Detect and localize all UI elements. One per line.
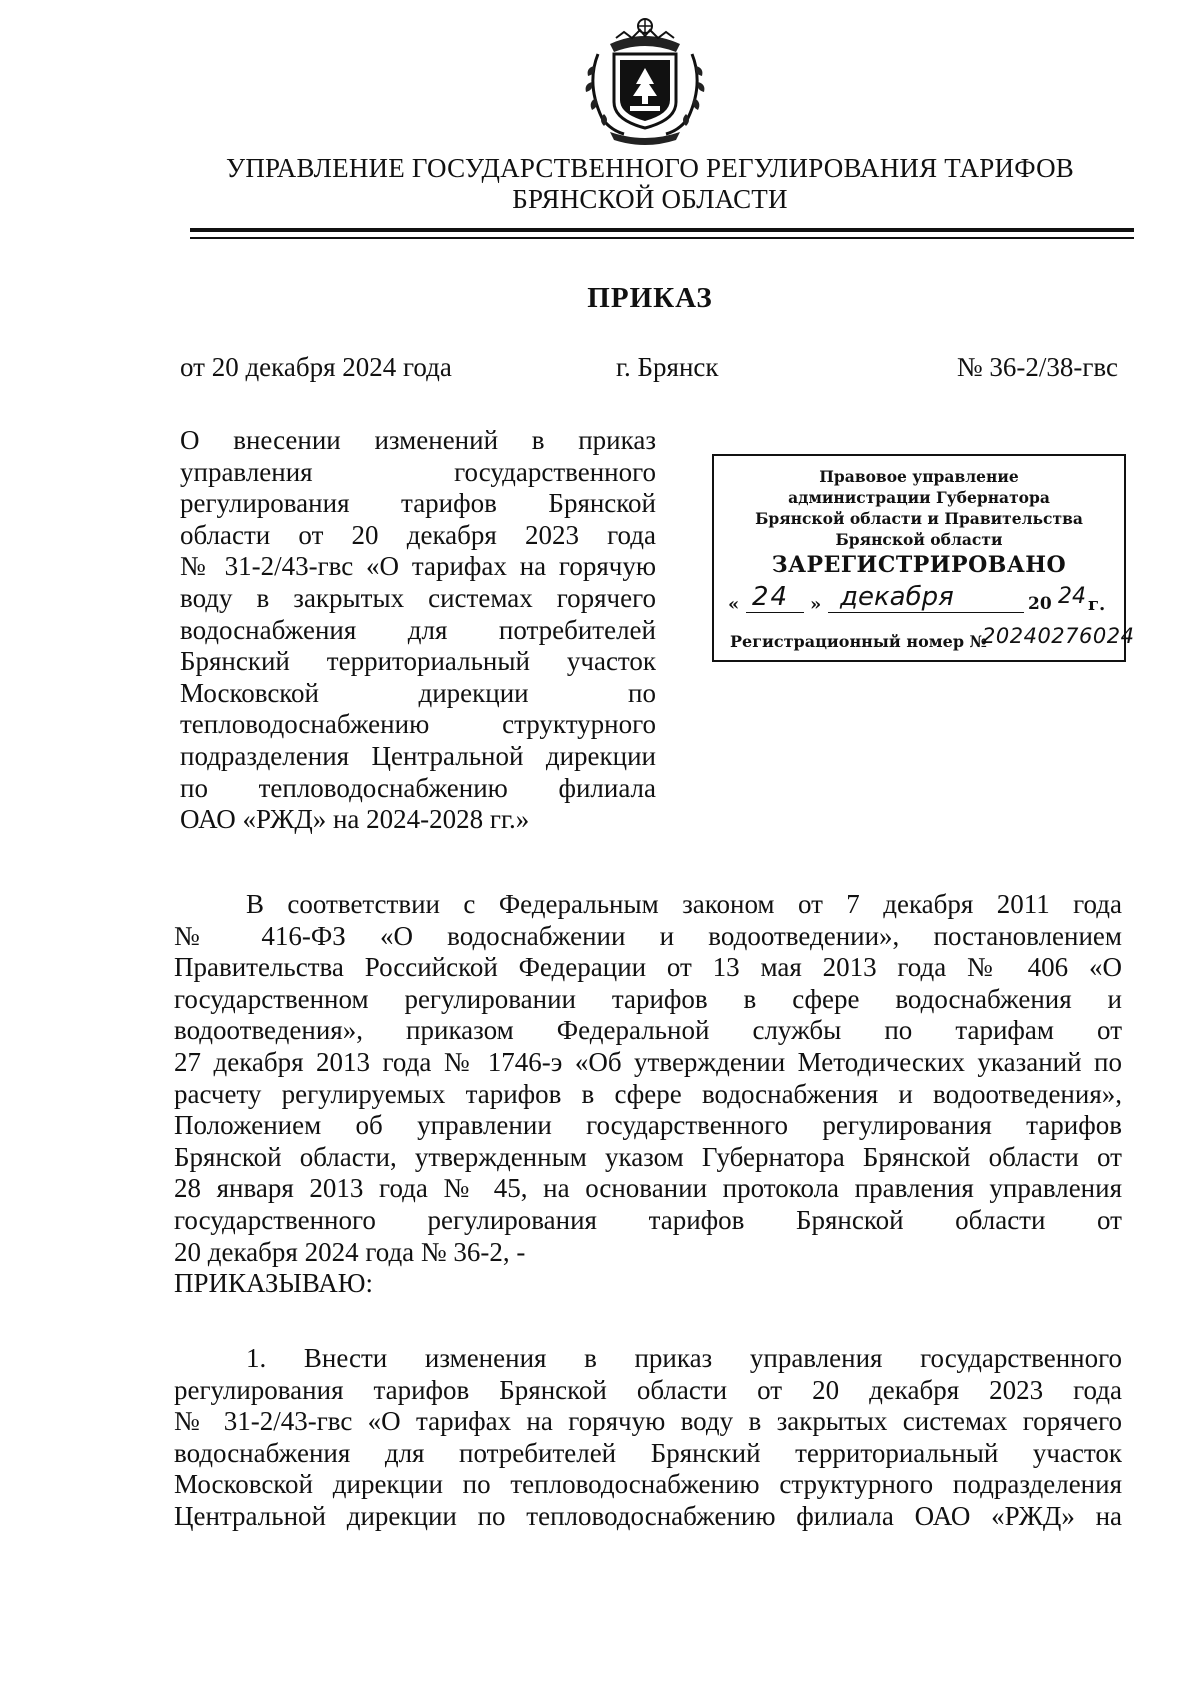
subject-line: Московской дирекции по <box>180 677 656 708</box>
registration-stamp <box>712 454 1135 662</box>
stamp-month-underline <box>828 612 1024 613</box>
stamp-day-handwritten: 24 <box>752 582 790 612</box>
stamp-line: Правовое управление <box>819 467 1019 486</box>
header-divider-thick <box>190 228 1134 232</box>
stamp-year-prefix: 20 <box>1028 594 1052 614</box>
body-line-order-word: ПРИКАЗЫВАЮ: <box>174 1268 373 1299</box>
stamp-registered-label: ЗАРЕГИСТРИРОВАНО <box>771 552 1067 578</box>
body-line: Брянской области, утвержденным указом Губернатора Брянской области от <box>174 1141 1122 1172</box>
subject-line: воду в закрытых системах горячего <box>180 582 656 613</box>
subject-line: Брянский территориальный участок <box>180 646 656 677</box>
body-line: Центральной дирекции по тепловодоснабжению филиала ОАО «РЖД» на <box>174 1500 1122 1531</box>
subject-line: управления государственного <box>180 456 656 487</box>
subject-line: области от 20 декабря 2023 года <box>180 519 656 550</box>
body-line: расчету регулируемых тарифов в сфере водоснабжения и водоотведения», <box>174 1078 1122 1109</box>
subject-line: подразделения Центральной дирекции <box>180 740 656 771</box>
stamp-reg-number-handwritten: 20240276024 <box>982 624 1135 648</box>
body-line: водоотведения», приказом Федеральной службы по тарифам от <box>174 1015 1122 1046</box>
document-date: от 20 декабря 2024 года <box>180 352 452 382</box>
clause-1-paragraph <box>174 1343 1122 1533</box>
body-line: № 31-2/43-гвс «О тарифах на горячую воду в закрытых системах горячего <box>174 1406 1122 1437</box>
body-line: В соответствии с Федеральным законом от 7 декабря 2011 года <box>246 889 1122 919</box>
subject-line: водоснабжения для потребителей <box>180 614 656 645</box>
body-line: регулирования тарифов Брянской области от 20 декабря 2023 года <box>174 1374 1122 1405</box>
subject-line: регулирования тарифов Брянской <box>180 488 656 519</box>
body-line: Положением об управлении государственного регулирования тарифов <box>174 1110 1122 1141</box>
org-name-line1: УПРАВЛЕНИЕ ГОСУДАРСТВЕННОГО РЕГУЛИРОВАНИЯ ТАРИФОВ <box>226 153 1074 183</box>
subject-line: ОАО «РЖД» на 2024-2028 гг.» <box>180 804 530 835</box>
bryansk-coat-of-arms-icon <box>580 14 710 146</box>
subject-line: № 31-2/43-гвс «О тарифах на горячую <box>180 551 656 582</box>
document-subject <box>180 425 656 836</box>
stamp-month-handwritten: декабря <box>840 582 954 612</box>
stamp-date <box>728 582 1118 618</box>
body-line: № 416-ФЗ «О водоснабжении и водоотведении», постановлением <box>174 920 1122 951</box>
subject-line: по тепловодоснабжению филиала <box>180 772 656 803</box>
body-line: 28 января 2013 года № 45, на основании протокола правления управления <box>174 1173 1122 1204</box>
stamp-quote-close: » <box>810 594 822 615</box>
body-line: 20 декабря 2024 года № 36-2, - <box>174 1236 526 1267</box>
subject-line: тепловодоснабжению структурного <box>180 709 656 740</box>
body-line: государственном регулировании тарифов в сфере водоснабжения и <box>174 983 1122 1014</box>
body-line: водоснабжения для потребителей Брянский территориальный участок <box>174 1437 1122 1468</box>
header-divider-thin <box>190 237 1134 239</box>
org-name-line2: БРЯНСКОЙ ОБЛАСТИ <box>512 184 788 214</box>
stamp-day-underline <box>746 612 804 613</box>
stamp-line: Брянской области <box>835 530 1003 549</box>
stamp-line: администрации Губернатора <box>788 488 1050 507</box>
document-city: г. Брянск <box>616 352 719 382</box>
stamp-line: Брянской области и Правительства <box>755 509 1083 528</box>
body-line: государственного регулирования тарифов Брянской области от <box>174 1204 1122 1235</box>
document-title: ПРИКАЗ <box>587 282 713 314</box>
subject-line: О внесении изменений в приказ <box>180 425 656 455</box>
body-line: 27 декабря 2013 года № 1746-э «Об утверждении Методических указаний по <box>174 1046 1122 1077</box>
body-line: 1. Внести изменения в приказ управления государственного <box>246 1343 1122 1373</box>
stamp-quote-open: « <box>728 594 740 615</box>
body-line: Правительства Российской Федерации от 13 мая 2013 года № 406 «О <box>174 952 1122 983</box>
preamble-paragraph <box>174 889 1122 1300</box>
stamp-registration-number <box>730 624 1135 654</box>
stamp-reg-label: Регистрационный номер № <box>730 632 987 651</box>
body-line: Московской дирекции по тепловодоснабжению структурного подразделения <box>174 1469 1122 1500</box>
stamp-year-handwritten: 24 <box>1058 584 1086 609</box>
document-number: № 36-2/38-гвс <box>956 352 1118 382</box>
stamp-year-unit: г. <box>1088 594 1106 615</box>
